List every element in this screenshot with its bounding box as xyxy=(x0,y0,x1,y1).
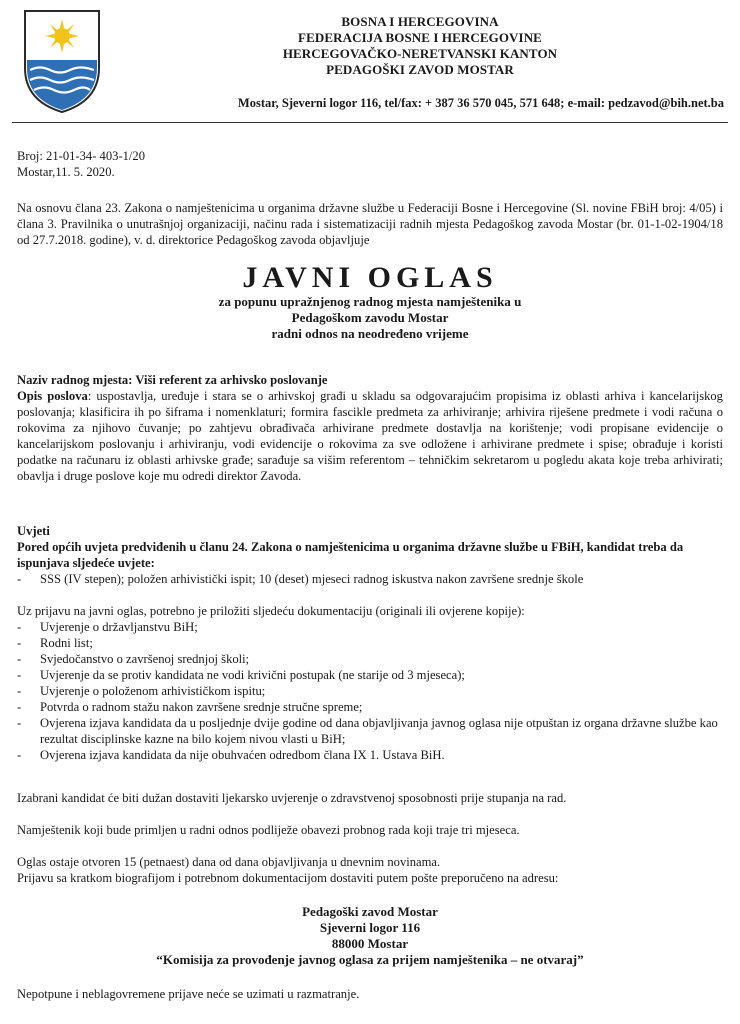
address-line: Sjeverni logor 116 xyxy=(319,920,421,935)
conditions-subheading: Pored općih uvjeta predviđenih u članu 24. Zakona o namještenicima u organima državne službe u FBiH, kandidat treba da ispunjava sljedeće uvjete: xyxy=(17,540,684,570)
title-block xyxy=(17,262,723,342)
intro-paragraph: Na osnovu člana 23. Zakona o namještenicima u organima državne službe u Federaciji Bosne i Hercegovine (Sl. novine FBiH broj: 4/05) i člana 3. Pravilnika o unutrašnjoj organizaciji, načinu rada i sistematizaciji radnih mjesta Pedagoškog zavoda Mostar (br. 01-1-02-1904/18 od 27.7.2018. godine), v. d. direktorice Pedagoškog zavoda objavljuje xyxy=(17,201,723,247)
document-title: JAVNI OGLAS xyxy=(242,261,498,294)
probation-paragraph: Namještenik koji bude primljen u radni odnos podliježe obavezi probnog rada koji traje tri mjeseca. xyxy=(17,823,520,837)
documents-list xyxy=(17,619,723,763)
reference-number: Broj: 21-01-34- 403-1/20 xyxy=(17,149,146,163)
description-text: : uspostavlja, uređuje i stara se o arhivskoj građi u skladu sa odgovarajućim propisima iz oblasti arhiva i kancelarijskog poslovanja; klasificira ih po šiframa i nomenklaturi; formira fascikle predmeta za arhiviranje; arhivira riješene predmete i vodi računa o rokovima za njihovo čuvanje; po zahtjevu obrađivača arhivirane predmete dostavlja na korištenje; vodi propisane evidencije o kancelarijskom poslovanju i arhiviranju, vodi evidencije o rokovima za sve odložene i arhivirane predmete i spise; obrađuje i koristi podatke na računaru iz oblasti arhivske građe; sarađuje sa višim referentom – tehničkim sekretarom u pogledu akata koje treba arhivirati; obavlja i druge poslove koje mu odredi direktor Zavoda. xyxy=(17,389,723,483)
list-item: - Ovjerena izjava kandidata da nije obuhvaćen odredbom člana IX 1. Ustava BiH. xyxy=(17,747,723,763)
letterhead-line: BOSNA I HERCEGOVINA xyxy=(341,14,499,29)
letterhead-line: PEDAGOŠKI ZAVOD MOSTAR xyxy=(326,62,514,77)
coat-of-arms-icon xyxy=(22,8,102,114)
subtitle-line: radni odnos na neodređeno vrijeme xyxy=(271,326,469,341)
submission-paragraph xyxy=(17,854,723,886)
documents-section xyxy=(17,603,723,763)
conditions-heading: Uvjeti xyxy=(17,524,50,538)
position-heading: Naziv radnog mjesta: Viši referent za arhivsko poslovanje xyxy=(17,373,328,387)
medical-paragraph: Izabrani kandidat će biti dužan dostaviti ljekarsko uvjerenje o zdravstvenoj sposobnosti prije stupanja na rad. xyxy=(17,791,567,805)
subtitle-line: za popunu upražnjenog radnog mjesta namještenika u xyxy=(218,294,522,309)
address-line: “Komisija za provođenje javnog oglasa za prijem namještenika – ne otvaraj” xyxy=(156,952,584,967)
documents-intro: Uz prijavu na javni oglas, potrebno je priložiti sljedeću dokumentaciju (originali ili ovjerene kopije): xyxy=(17,604,525,618)
conditions-section xyxy=(17,523,723,587)
description-label: Opis poslova xyxy=(17,389,88,403)
address-block xyxy=(17,904,723,968)
list-item: - SSS (IV stepen); položen arhivistički ispit; 10 (deset) mjeseci radnog iskustva nakon završene srednje škole xyxy=(17,571,723,587)
list-item: - Rodni list; xyxy=(17,635,723,651)
list-item: - Potvrda o radnom stažu nakon završene srednje stručne spreme; xyxy=(17,699,723,715)
header-divider xyxy=(12,122,728,123)
final-note: Nepotpune i neblagovremene prijave neće se uzimati u razmatranje. xyxy=(17,987,360,1001)
address-line: Pedagoški zavod Mostar xyxy=(302,904,438,919)
conditions-list xyxy=(17,571,723,587)
open-period-text: Oglas ostaje otvoren 15 (petnaest) dana od dana objavljivanja u dnevnim novinama. xyxy=(17,855,441,869)
list-item: - Uvjerenje da se protiv kandidata ne vodi krivični postupak (ne starije od 3 mjeseca); xyxy=(17,667,723,683)
position-section xyxy=(17,372,723,484)
contact-line: Mostar, Sjeverni logor 116, tel/fax: + 387 36 570 045, 571 648; e-mail: pedzavod@bih.net.ba xyxy=(237,96,724,110)
letterhead xyxy=(200,14,640,78)
send-instruction-text: Prijavu sa kratkom biografijom i potrebnom dokumentacijom dostaviti putem pošte preporučeno na adresu: xyxy=(17,871,559,885)
list-item: - Ovjerena izjava kandidata da u posljednje dvije godine od dana objavljivanja javnog oglasa nije otpuštan iz organa državne službe kao rezultat disciplinske kazne na bilo kojem nivou vlasti u BiH; xyxy=(17,715,723,747)
position-description xyxy=(17,388,723,484)
letterhead-line: HERCEGOVAČKO-NERETVANSKI KANTON xyxy=(282,46,558,61)
list-item: - Uvjerenje o položenom arhivističkom ispitu; xyxy=(17,683,723,699)
address-line: 88000 Mostar xyxy=(331,936,409,951)
reference-block xyxy=(17,148,723,180)
place-date: Mostar,11. 5. 2020. xyxy=(17,165,115,179)
letterhead-line: FEDERACIJA BOSNE I HERCEGOVINE xyxy=(298,30,542,45)
subtitle-line: Pedagoškom zavodu Mostar xyxy=(291,310,449,325)
list-item: - Svjedočanstvo o završenoj srednjoj školi; xyxy=(17,651,723,667)
list-item: - Uvjerenje o državljanstvu BiH; xyxy=(17,619,723,635)
